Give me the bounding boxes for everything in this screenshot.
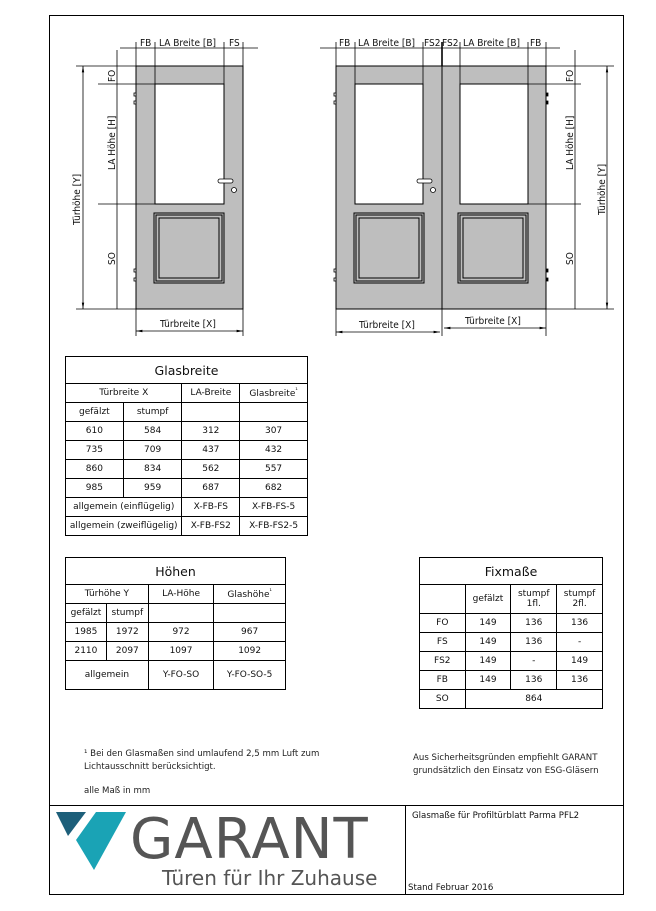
table-cell: 972 — [148, 623, 214, 642]
footnote-glass-clearance: ¹ Bei den Glasmaßen sind umlaufend 2,5 mm Luft zum Lichtausschnitt berücksichtigt. — [84, 749, 320, 772]
table-cell: 735 — [66, 441, 124, 460]
table-cell: 860 — [66, 460, 124, 479]
dim-label-la-breite: LA Breite [B] — [358, 38, 416, 49]
table-cell — [148, 604, 214, 623]
table-row — [66, 479, 308, 498]
table-cell: Y-FO-SO — [148, 661, 214, 690]
table-cell — [240, 403, 308, 422]
table-cell: 149 — [465, 652, 511, 671]
col-header-tuerbreite: Türbreite X — [66, 384, 182, 403]
table-cell: 2110 — [66, 642, 107, 661]
table-row — [66, 441, 308, 460]
dim-label-la-hoehe: LA Höhe [H] — [107, 115, 118, 170]
dim-label-la-breite: LA Breite [B] — [159, 38, 217, 49]
single-door-glass-cutout — [155, 84, 224, 204]
table-cell: FB — [420, 671, 466, 690]
table-title: Höhen — [66, 558, 286, 585]
table-cell: 834 — [123, 460, 182, 479]
dim-label-fs2: FS2 — [442, 38, 459, 49]
table-cell: 959 — [123, 479, 182, 498]
table-cell: 562 — [182, 460, 240, 479]
subheader-stumpf: stumpf — [106, 604, 148, 623]
table-cell: 149 — [557, 652, 603, 671]
table-cell: - — [511, 652, 557, 671]
glasbreite-table — [65, 356, 308, 536]
table-cell: 2097 — [106, 642, 148, 661]
table-cell: X-FB-FS — [182, 498, 240, 517]
table-cell — [420, 585, 466, 614]
table-cell: allgemein (zweiflügelig) — [66, 517, 182, 536]
table-cell: 1972 — [106, 623, 148, 642]
table-title: Glasbreite — [66, 357, 308, 384]
dim-label-tuerhoehe: Türhöhe [Y] — [597, 163, 608, 215]
garant-logo-icon — [56, 812, 128, 872]
table-cell: FS2 — [420, 652, 466, 671]
dim-label-la-hoehe: LA Höhe [H] — [565, 115, 576, 170]
dim-label-fs: FS — [229, 38, 240, 49]
table-cell: 149 — [465, 633, 511, 652]
table-cell: - — [557, 633, 603, 652]
dim-label-fb: FB — [339, 38, 351, 49]
dim-label-fo: FO — [107, 69, 118, 82]
table-cell: Y-FO-SO-5 — [214, 661, 286, 690]
table-title: Fixmaße — [420, 558, 603, 585]
dim-label-tuerbreite: Türbreite [X] — [359, 320, 415, 331]
subheader-gefalzt: gefälzt — [66, 403, 124, 422]
table-cell: 437 — [182, 441, 240, 460]
dim-label-so: SO — [107, 252, 118, 265]
dim-label-fb: FB — [530, 38, 542, 49]
single-door — [72, 38, 258, 336]
dim-label-tuerhoehe: Türhöhe [Y] — [72, 173, 83, 225]
col-header-la-hoehe: LA-Höhe — [148, 585, 214, 604]
table-cell: X-FB-FS-5 — [240, 498, 308, 517]
dim-label-so: SO — [565, 252, 576, 265]
table-cell: 432 — [240, 441, 308, 460]
subheader-stumpf: stumpf — [123, 403, 182, 422]
col-header-glashoehe: Glashöhe$^{^1}$ — [214, 585, 286, 604]
subheader-gefalzt: gefälzt — [66, 604, 107, 623]
table-cell: 985 — [66, 479, 124, 498]
table-cell: 610 — [66, 422, 124, 441]
fixmasse-table — [419, 557, 603, 709]
double-door — [320, 38, 614, 336]
table-cell: SO — [420, 690, 466, 709]
table-cell: 136 — [557, 614, 603, 633]
dim-label-tuerbreite: Türbreite [X] — [160, 319, 216, 330]
table-cell: allgemein — [66, 661, 149, 690]
table-cell: 557 — [240, 460, 308, 479]
table-cell: 136 — [511, 671, 557, 690]
table-row — [66, 422, 308, 441]
document-title: Glasmaße für Profiltürblatt Parma PFL2 — [412, 811, 580, 821]
table-cell: 1097 — [148, 642, 214, 661]
table-row — [420, 690, 603, 709]
formula-row — [66, 661, 286, 690]
table-cell: 584 — [123, 422, 182, 441]
table-row — [66, 623, 286, 642]
col-header-stumpf-1fl: stumpf 1fl. — [511, 585, 557, 614]
dim-label-la-breite: LA Breite [B] — [463, 38, 521, 49]
table-cell — [214, 604, 286, 623]
title-block-divider — [405, 805, 406, 895]
table-cell: FO — [420, 614, 466, 633]
col-header-stumpf-2fl: stumpf 2fl. — [557, 585, 603, 614]
table-cell: allgemein (einflügelig) — [66, 498, 182, 517]
col-header-glasbreite: Glasbreite$^{^1}$ — [240, 384, 308, 403]
dim-label-tuerbreite: Türbreite [X] — [465, 316, 521, 327]
table-cell: 682 — [240, 479, 308, 498]
formula-row — [66, 517, 308, 536]
table-row — [420, 652, 603, 671]
col-header-tuerhoehe: Türhöhe Y — [66, 585, 149, 604]
dim-label-fo: FO — [565, 69, 576, 82]
brand-name: GARANT — [130, 807, 369, 872]
brand-slogan: Türen für Ihr Zuhause — [162, 866, 378, 890]
table-cell: 307 — [240, 422, 308, 441]
table-cell: 136 — [557, 671, 603, 690]
table-cell: 687 — [182, 479, 240, 498]
dim-label-fb: FB — [140, 38, 152, 49]
table-cell: 1985 — [66, 623, 107, 642]
table-cell: 1092 — [214, 642, 286, 661]
table-row — [420, 614, 603, 633]
table-row — [420, 671, 603, 690]
table-cell: X-FB-FS2-5 — [240, 517, 308, 536]
safety-note: Aus Sicherheitsgründen empfiehlt GARANT grundsätzlich den Einsatz von ESG-Gläsern — [413, 753, 599, 776]
table-cell: 864 — [465, 690, 602, 709]
table-row — [66, 642, 286, 661]
table-row — [66, 460, 308, 479]
hoehen-table — [65, 557, 286, 690]
table-cell: 149 — [465, 671, 511, 690]
table-row — [420, 633, 603, 652]
dim-label-fs2: FS2 — [424, 38, 441, 49]
table-cell: 149 — [465, 614, 511, 633]
table-cell: 136 — [511, 614, 557, 633]
col-header-gefalzt: gefälzt — [465, 585, 511, 614]
units-note: alle Maß in mm — [84, 786, 151, 796]
table-cell: 312 — [182, 422, 240, 441]
col-header-la-breite: LA-Breite — [182, 384, 240, 403]
door-technical-drawing — [0, 0, 656, 350]
table-cell — [182, 403, 240, 422]
table-cell: X-FB-FS2 — [182, 517, 240, 536]
table-cell: 967 — [214, 623, 286, 642]
document-date: Stand Februar 2016 — [408, 883, 494, 893]
table-cell: 709 — [123, 441, 182, 460]
formula-row — [66, 498, 308, 517]
table-cell: 136 — [511, 633, 557, 652]
table-cell: FS — [420, 633, 466, 652]
